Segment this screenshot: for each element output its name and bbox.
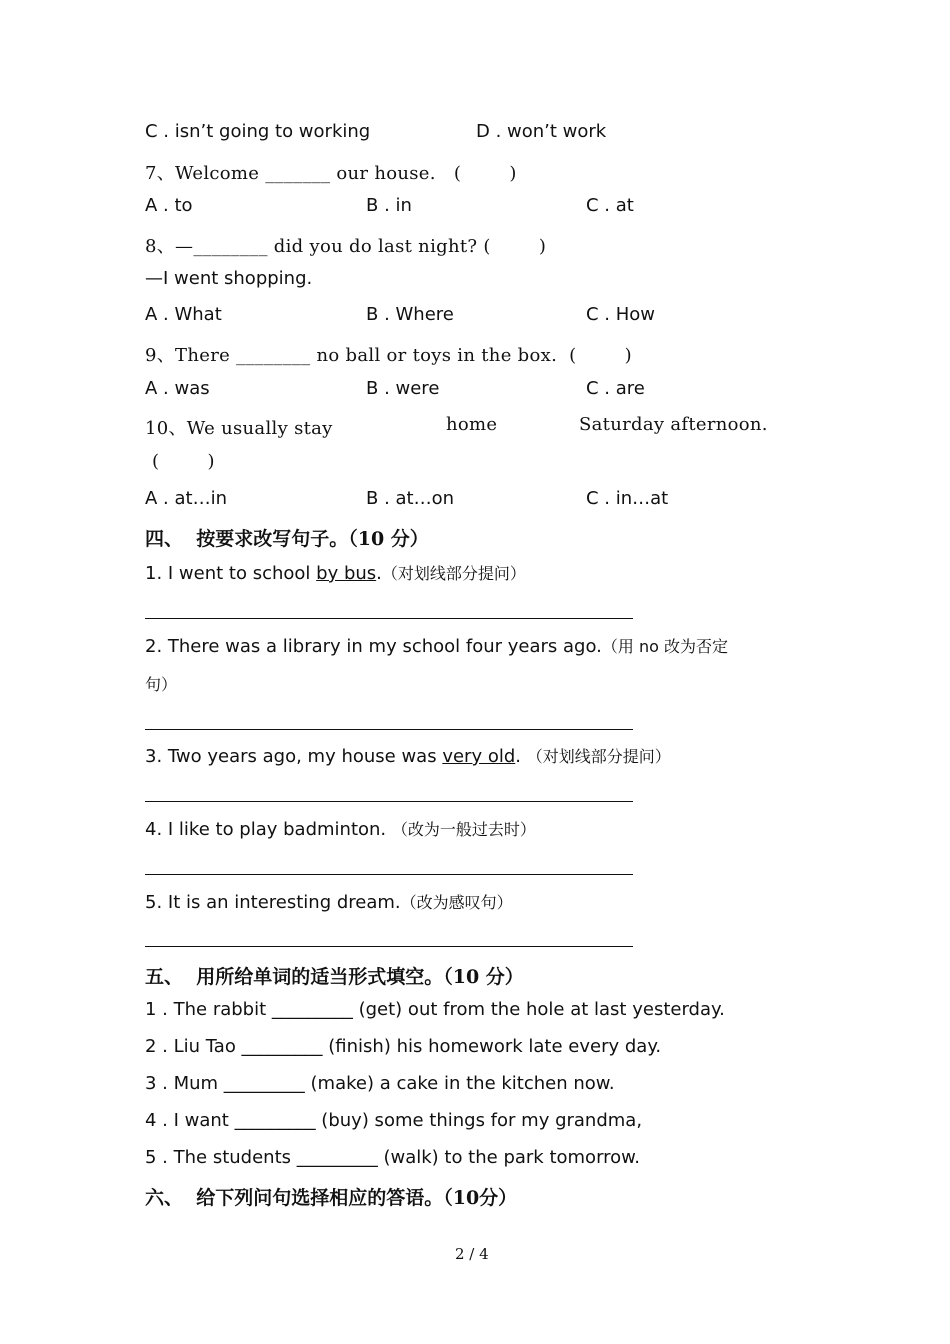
s4-sentence-3 (145, 744, 671, 767)
q10-text-part1: 10、We usually stay (145, 418, 333, 439)
s4-4-note: （改为一般过去时） (391, 820, 536, 839)
s4-2-note: （用 no 改为否定 (601, 637, 728, 656)
q9-option-b: B . were (366, 378, 440, 399)
s4-3-post: . (515, 746, 527, 767)
s4-3-pre: 3. Two years ago, my house was (145, 746, 443, 767)
s4-2-note-cont: 句） (145, 675, 178, 694)
q9-text: 9、There ________ no ball or toys in the box. ( ) (145, 345, 632, 366)
q10-text-part2: home (446, 414, 498, 435)
q7-option-c: C . at (586, 195, 634, 216)
q8-text: 8、—________ did you do last night? ( ) (145, 236, 547, 257)
s4-4-text: 4. I like to play badminton. (145, 819, 392, 840)
q6-option-c: C . isn’t going to working (145, 121, 371, 142)
s5-item-1: 1 . The rabbit _________ (get) out from the hole at last yesterday. (145, 999, 725, 1020)
q10-text-part3: Saturday afternoon. (579, 414, 768, 435)
s4-3-note: （对划线部分提问） (526, 747, 671, 766)
s4-5-note: （改为感叹句） (400, 893, 513, 912)
answer-line-4[interactable] (145, 874, 633, 875)
s4-sentence-4 (145, 817, 536, 840)
s4-1-pre: 1. I went to school (145, 563, 317, 584)
q7-option-b: B . in (366, 195, 412, 216)
section5-heading: 五、 用所给单词的适当形式填空。（10 分） (145, 966, 524, 988)
answer-line-2[interactable] (145, 729, 633, 730)
q8-option-b: B . Where (366, 304, 454, 325)
s4-1-note: （对划线部分提问） (381, 564, 526, 583)
answer-line-1[interactable] (145, 618, 633, 619)
q10-option-a: A . at…in (145, 488, 227, 509)
q8-answer: —I went shopping. (145, 268, 313, 289)
section4-heading: 四、 按要求改写句子。（10 分） (145, 528, 429, 550)
s4-1-underlined: by bus (316, 563, 377, 584)
page-number: 2 / 4 (455, 1245, 489, 1263)
q8-option-a: A . What (145, 304, 222, 325)
q10-option-c: C . in…at (586, 488, 669, 509)
q6-option-d: D . won’t work (476, 121, 607, 142)
s4-1-post: . (376, 563, 382, 584)
answer-line-5[interactable] (145, 946, 633, 947)
s5-item-4: 4 . I want _________ (buy) some things for my grandma, (145, 1110, 643, 1131)
answer-line-3[interactable] (145, 801, 633, 802)
s5-item-3: 3 . Mum _________ (make) a cake in the kitchen now. (145, 1073, 615, 1094)
s4-3-underlined: very old (442, 746, 516, 767)
q10-bracket: ( ) (152, 451, 215, 472)
q9-option-a: A . was (145, 378, 210, 399)
s5-item-2: 2 . Liu Tao _________ (finish) his homework late every day. (145, 1036, 662, 1057)
section6-heading: 六、 给下列问句选择相应的答语。（10分） (145, 1187, 518, 1209)
s4-5-text: 5. It is an interesting dream. (145, 892, 401, 913)
s4-sentence-2 (145, 634, 728, 657)
s4-sentence-1 (145, 561, 526, 584)
s4-sentence-5 (145, 890, 513, 913)
s4-2-text: 2. There was a library in my school four years ago. (145, 636, 602, 657)
q10-option-b: B . at…on (366, 488, 455, 509)
q8-option-c: C . How (586, 304, 656, 325)
q7-option-a: A . to (145, 195, 193, 216)
s5-item-5: 5 . The students _________ (walk) to the park tomorrow. (145, 1147, 640, 1168)
q7-text: 7、Welcome _______ our house. ( ) (145, 163, 517, 184)
q9-option-c: C . are (586, 378, 645, 399)
